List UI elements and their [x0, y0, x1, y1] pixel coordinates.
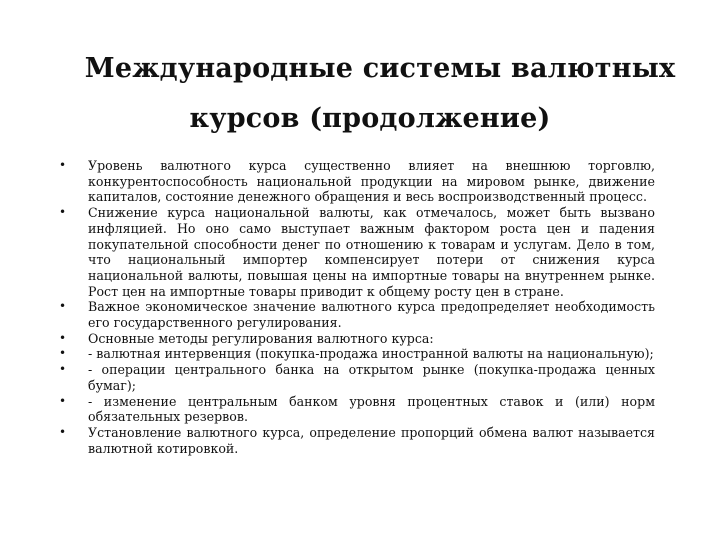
bullet-item: [59, 330, 655, 347]
bullet-item: [59, 158, 655, 205]
bullet-dot-icon: •: [59, 424, 67, 439]
bullet-dot-icon: •: [59, 393, 67, 408]
bullet-dot-icon: •: [59, 330, 67, 345]
bullet-item: [59, 362, 655, 393]
bullet-item: [59, 205, 655, 299]
bullet-dot-icon: •: [59, 158, 67, 172]
bullet-dot-icon: •: [59, 299, 67, 314]
bullet-list: [59, 158, 655, 456]
bullet-item: [59, 393, 655, 425]
bullet-text: - операции центрального банка на открытом рынке (покупка-продажа ценных бумаг);: [88, 362, 655, 393]
bullet-text: - валютная интервенция (покупка-продажа иностранной валюты на национальную);: [88, 346, 654, 362]
bullet-text: Уровень валютного курса существенно влияет на внешнюю торговлю, конкурентоспособность национальной продукции на мировом рынке, движение капиталов, состояние денежного обращения и весь воспроизводственный процесс.: [88, 158, 655, 205]
bullet-text: Снижение курса национальной валюты, как отмечалось, может быть вызвано инфляцией. Но оно само выступает важным фактором роста цен и падения покупательной способности денег по отношению к товарам и услугам. Дело в том, что национальный импортер компенсирует потери от снижения курса национальной валюты, повышая цены на импортные товары на внутреннем рынке. Рост цен на импортные товары приводит к общему росту цен в стране.: [88, 205, 655, 299]
bullet-dot-icon: •: [59, 362, 67, 377]
bullet-text: Важное экономическое значение валютного курса предопределяет необходимость его государственного регулирования.: [88, 299, 655, 331]
bullet-item: [59, 424, 655, 456]
bullet-dot-icon: •: [59, 205, 67, 220]
bullet-text: Основные методы регулирования валютного курса:: [88, 330, 434, 346]
slide-title-line-1: Международные системы валютных: [84, 53, 676, 84]
slide-title-line-2: курсов (продолжение): [189, 103, 551, 134]
bullet-item: [59, 346, 655, 362]
bullet-text: - изменение центральным банком уровня процентных ставок и (или) норм обязательных резервов.: [88, 393, 655, 425]
bullet-item: [59, 299, 655, 331]
bullet-text: Установление валютного курса, определение пропорций обмена валют называется валютной котировкой.: [88, 424, 655, 456]
bullet-dot-icon: •: [59, 346, 67, 361]
